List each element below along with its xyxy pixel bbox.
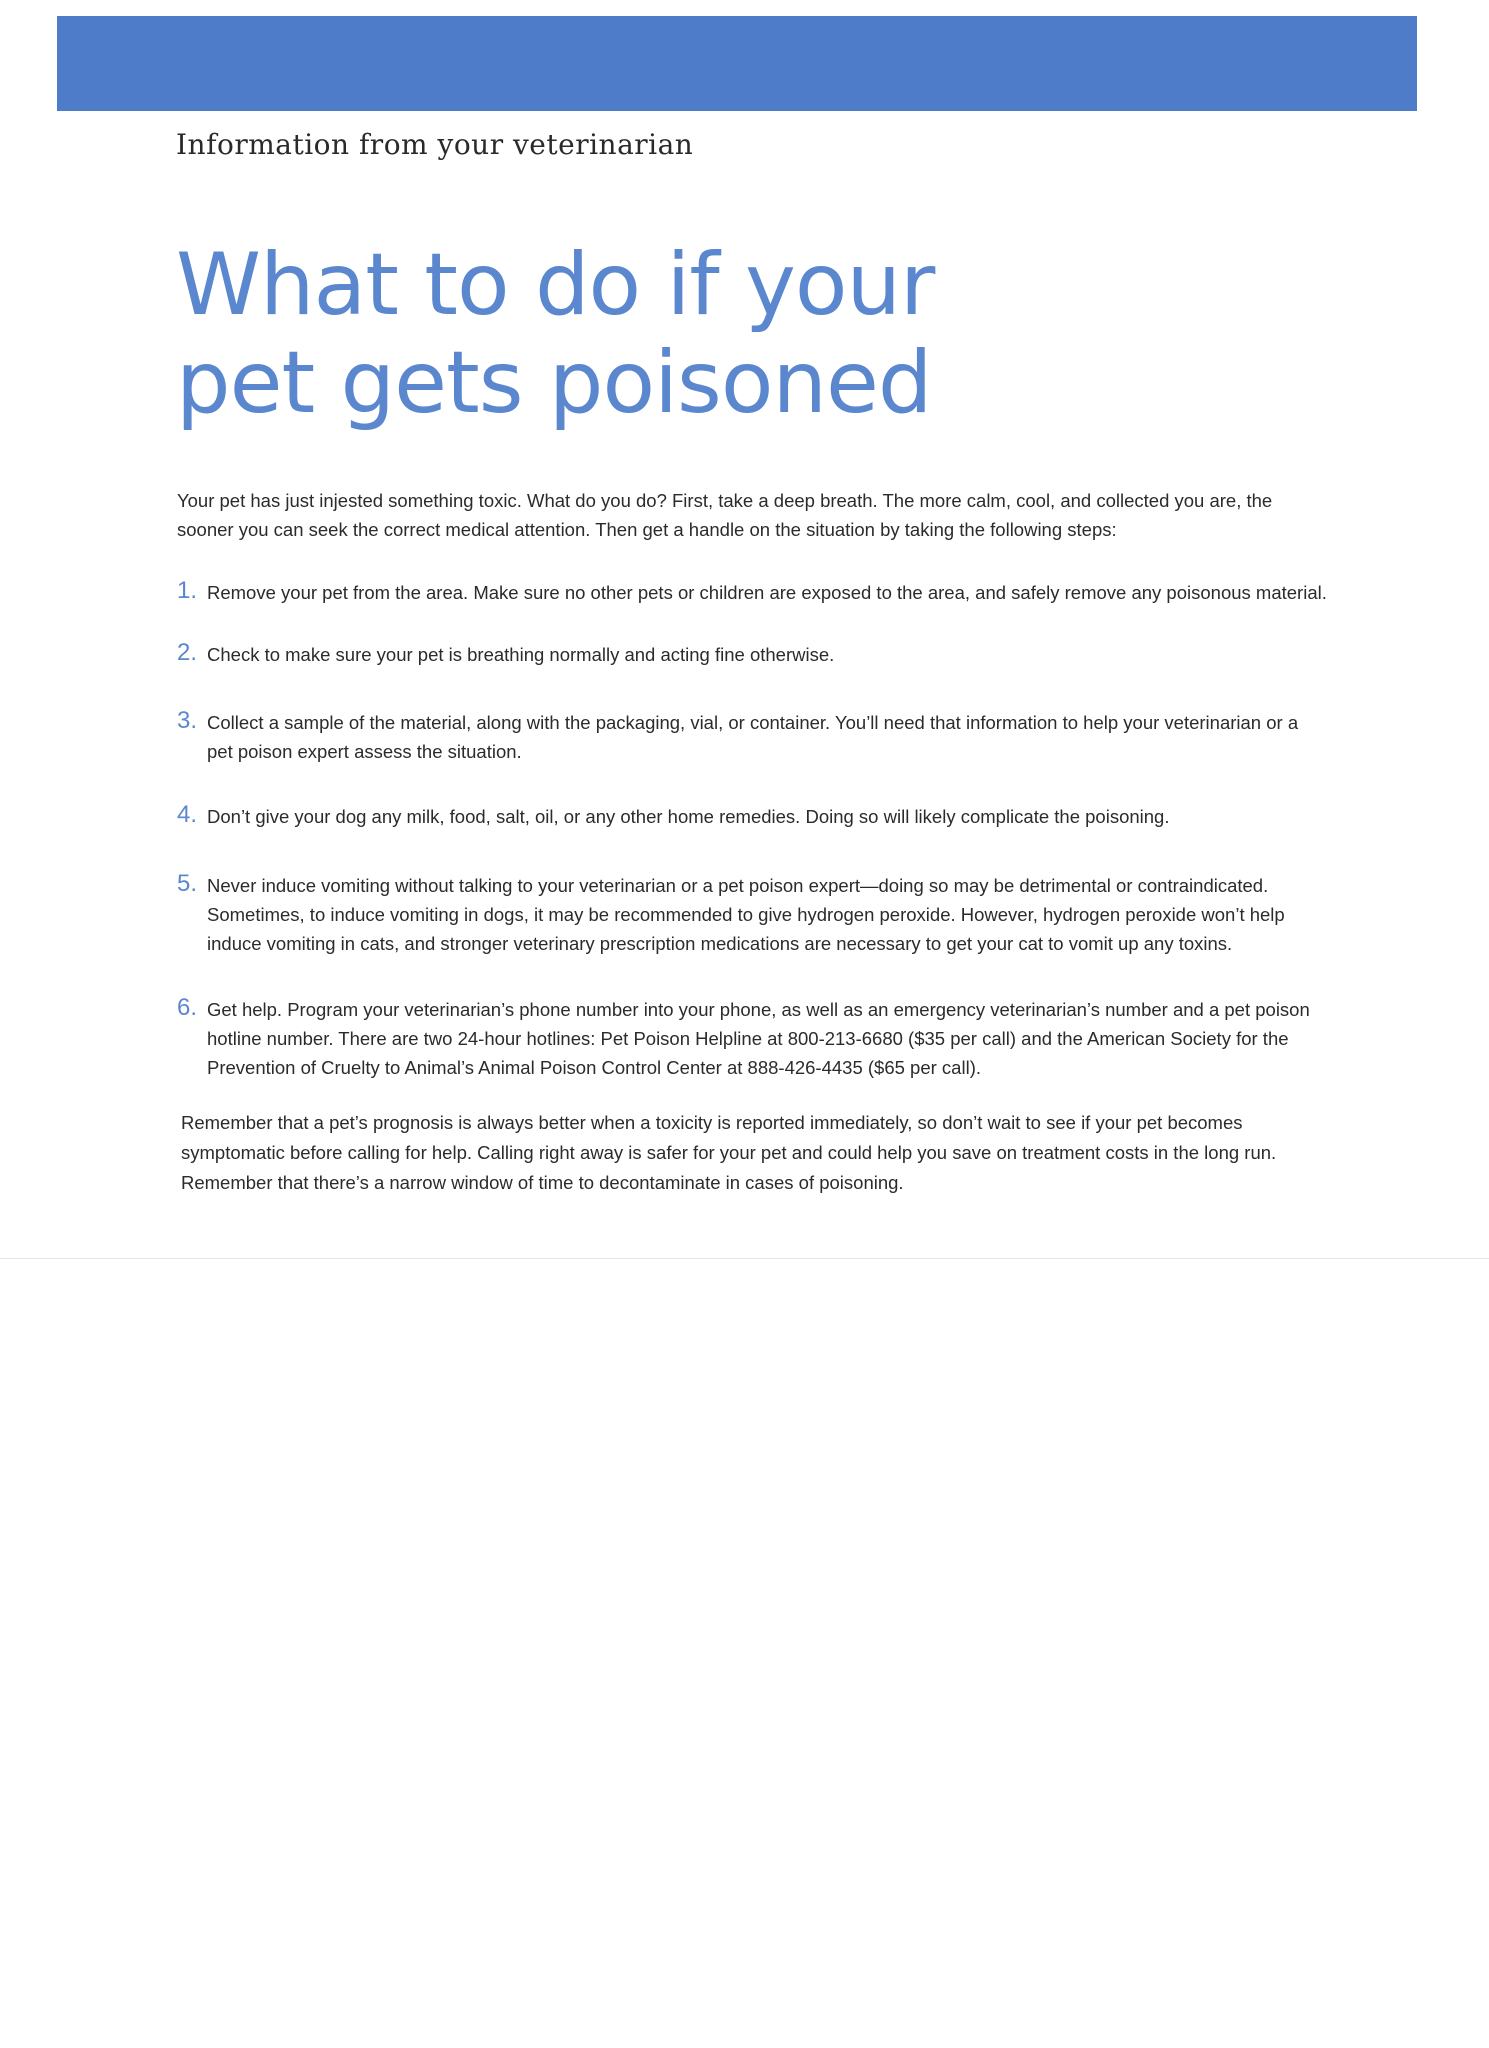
title-line-1: What to do if your [176, 235, 935, 335]
step-item [177, 871, 1327, 958]
step-number: 3. [177, 707, 198, 734]
step-text: Never induce vomiting without talking to your veterinarian or a pet poison expert—doing so may be detrimental or contraindicated. Sometimes, to induce vomiting in dogs, it may be recommended to give hydrogen peroxide. However, hydrogen peroxide won’t help induce vomiting in cats, and stronger veterinary prescription medications are necessary to get your cat to vomit up any toxins. [207, 875, 1285, 954]
step-number: 4. [177, 801, 198, 828]
step-number: 2. [177, 639, 198, 666]
step-item [177, 802, 1327, 831]
step-item [177, 578, 1327, 607]
step-number: 1. [177, 577, 198, 604]
step-item [177, 995, 1327, 1082]
step-item [177, 640, 1327, 669]
step-text: Check to make sure your pet is breathing normally and acting fine otherwise. [207, 644, 835, 665]
closing-paragraph: Remember that a pet’s prognosis is always better when a toxicity is reported immediately, so don’t wait to see if your pet becomes symptomatic before calling for help. Calling right away is safer for your pet and could help you save on treatment costs in the long run. Remember that there’s a narrow window of time to decontaminate in cases of poisoning. [181, 1112, 1277, 1193]
step-text: Collect a sample of the material, along with the packaging, vial, or container. You’ll need that information to help your veterinarian or a pet poison expert assess the situation. [207, 712, 1299, 762]
title-line-2: pet gets poisoned [176, 333, 932, 433]
step-number: 6. [177, 994, 198, 1021]
step-number: 5. [177, 870, 198, 897]
step-text: Remove your pet from the area. Make sure no other pets or children are exposed to the area, and safely remove any poisonous material. [207, 582, 1327, 603]
step-item [177, 708, 1327, 766]
step-text: Don’t give your dog any milk, food, salt, oil, or any other home remedies. Doing so will likely complicate the poisoning. [207, 806, 1170, 827]
page-fold-divider [0, 1258, 1489, 1259]
header-label: Information from your veterinarian [176, 128, 694, 161]
steps-list [177, 578, 1327, 1082]
intro-paragraph: Your pet has just injested something toxic. What do you do? First, take a deep breath. The more calm, cool, and collected you are, the sooner you can seek the correct medical attention. Then get a handle on the situation by taking the following steps: [177, 490, 1273, 540]
header-color-band [57, 16, 1417, 111]
page-title [176, 236, 1076, 432]
step-text: Get help. Program your veterinarian’s phone number into your phone, as well as an emergency veterinarian’s number and a pet poison hotline number. There are two 24-hour hotlines: Pet Poison Helpline at 800-213-6680 ($35 per call) and the American Society for the Prevention of Cruelty to Animal’s Animal Poison Control Center at 888-426-4435 ($65 per call). [207, 999, 1310, 1078]
